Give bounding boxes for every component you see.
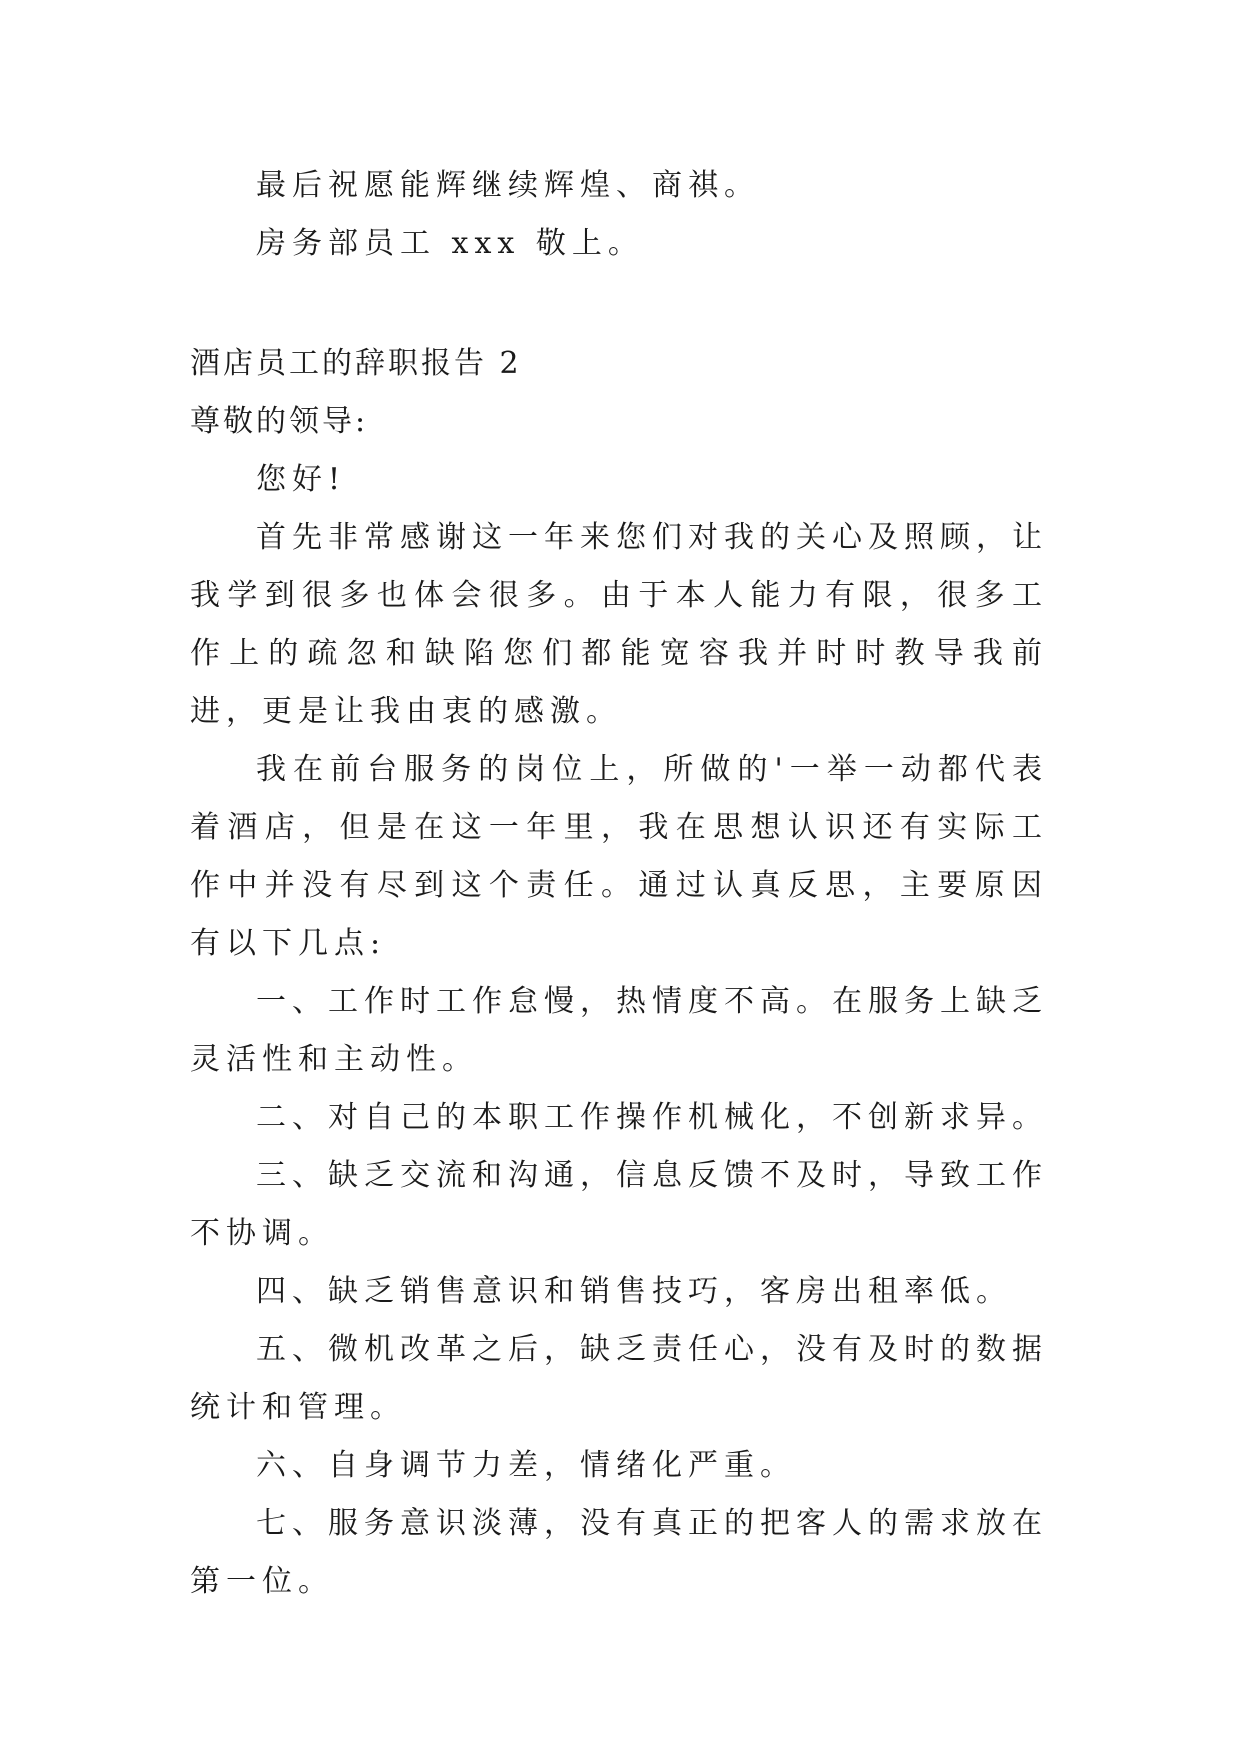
closing-wish: 最后祝愿能辉继续辉煌、商祺。 [256, 168, 760, 203]
closing-signature: 房务部员工 xxx 敬上。 [256, 226, 644, 261]
letter-greeting: 您好! [256, 462, 347, 497]
letter-title: 酒店员工的辞职报告 2 [190, 346, 522, 381]
letter-paragraph: 五、微机改革之后，缺乏责任心，没有及时的数据统计和管理。 [190, 1332, 1048, 1425]
letter-paragraph: 六、自身调节力差，情绪化严重。 [256, 1448, 796, 1483]
letter-paragraph: 我在前台服务的岗位上，所做的'一举一动都代表着酒店，但是在这一年里，我在思想认识还有实际工作中并没有尽到这个责任。通过认真反思，主要原因有以下几点: [190, 752, 1048, 961]
letter-paragraph: 七、服务意识淡薄，没有真正的把客人的需求放在第一位。 [190, 1506, 1048, 1599]
letter-paragraph: 一、工作时工作怠慢，热情度不高。在服务上缺乏灵活性和主动性。 [190, 984, 1048, 1077]
letter-section [190, 335, 1048, 1611]
letter-paragraph: 四、缺乏销售意识和销售技巧，客房出租率低。 [256, 1274, 1012, 1309]
closing-section [190, 157, 1048, 273]
letter-salutation: 尊敬的领导: [190, 404, 369, 439]
letter-paragraph: 三、缺乏交流和沟通，信息反馈不及时，导致工作不协调。 [190, 1158, 1048, 1251]
letter-paragraph: 首先非常感谢这一年来您们对我的关心及照顾，让我学到很多也体会很多。由于本人能力有限，很多工作上的疏忽和缺陷您们都能宽容我并时时教导我前进，更是让我由衷的感激。 [190, 520, 1048, 729]
letter-paragraph: 二、对自己的本职工作操作机械化，不创新求异。 [256, 1100, 1048, 1135]
